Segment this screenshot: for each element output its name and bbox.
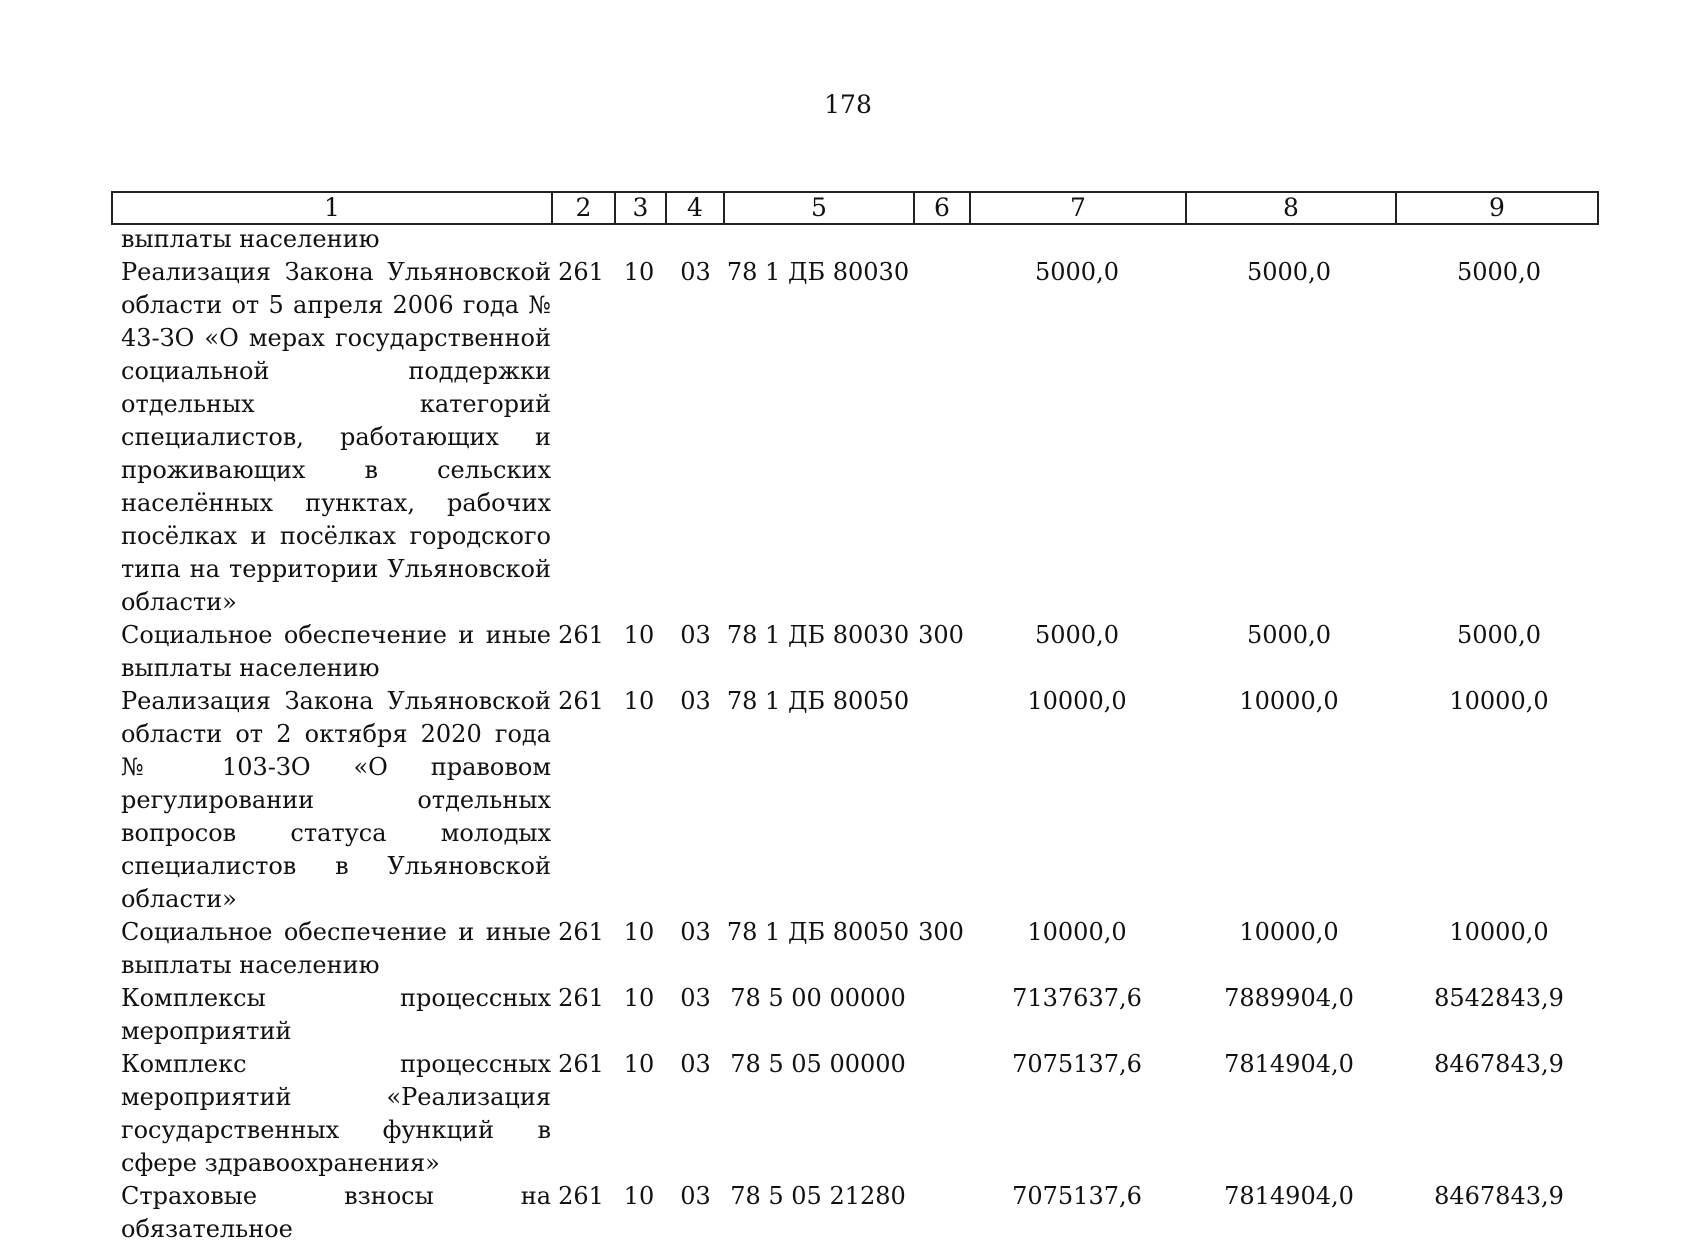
header-row [112,192,1598,224]
header-cell-8: 8 [1186,192,1396,224]
cell-col-5: 78 1 ДБ 80050 [726,687,910,715]
cell-col-8: 7889904,0 [1224,984,1354,1012]
table-body [111,223,1597,1246]
cell-col-7: 10000,0 [1027,918,1127,946]
cell-col-6: 300 [918,918,964,946]
cell-col-9: 5000,0 [1457,258,1541,286]
header-cell-2: 2 [552,192,615,224]
cell-col-8: 7814904,0 [1224,1050,1354,1078]
cell-col-9: 8467843,9 [1434,1182,1564,1210]
cell-col-2: 261 [558,918,604,946]
cell-col-5: 78 5 05 00000 [730,1050,906,1078]
cell-col-9: 5000,0 [1457,621,1541,649]
cell-col-5: 78 5 00 00000 [730,984,906,1012]
cell-col-7: 7137637,6 [1012,984,1142,1012]
cell-col-6: 300 [918,621,964,649]
cell-col-2: 261 [558,687,604,715]
row-name: Реализация Закона Ульяновской области от 5 апреля 2006 года № 43-ЗО «О мерах государственной социальной поддержки отдельных категорий специалистов, работающих и проживающих в сельских населённых пунктах, рабочих посёлках и посёлках городского типа на территории Ульяновской области» [121,258,551,616]
cell-col-9: 10000,0 [1449,687,1549,715]
cell-col-7: 7075137,6 [1012,1050,1142,1078]
cell-col-4: 03 [680,1182,711,1210]
table-row [111,916,1597,982]
cell-col-7: 5000,0 [1035,621,1119,649]
cell-col-8: 7814904,0 [1224,1182,1354,1210]
cell-col-3: 10 [623,984,655,1012]
cell-col-4: 03 [680,258,711,286]
cell-col-8: 10000,0 [1239,687,1339,715]
cell-col-4: 03 [680,621,711,649]
row-name: Социальное обеспечение и иные выплаты населению [121,621,551,682]
cell-col-9: 8467843,9 [1434,1050,1564,1078]
cell-col-3: 10 [623,687,655,715]
cell-col-3: 10 [623,258,655,286]
cell-col-5: 78 1 ДБ 80030 [726,258,910,286]
cell-col-2: 261 [558,1182,604,1210]
table-row [111,982,1597,1048]
cell-col-2: 261 [558,621,604,649]
header-cell-9: 9 [1396,192,1598,224]
cell-col-2: 261 [558,984,604,1012]
row-name: Реализация Закона Ульяновской области от 2 октября 2020 года № 103-ЗО «О правовом регулировании отдельных вопросов статуса молодых специалистов в Ульяновской области» [121,687,551,913]
cell-col-8: 10000,0 [1239,918,1339,946]
cell-col-3: 10 [623,918,655,946]
cell-col-3: 10 [623,1182,655,1210]
continuation-text: выплаты населению [121,225,380,253]
cell-col-5: 78 1 ДБ 80050 [726,918,910,946]
cell-col-3: 10 [623,1050,655,1078]
cell-col-8: 5000,0 [1247,258,1331,286]
cell-col-5: 78 5 05 21280 [730,1182,906,1210]
cell-col-4: 03 [680,918,711,946]
cell-col-5: 78 1 ДБ 80030 [726,621,910,649]
continuation-row [111,223,1597,256]
cell-col-8: 5000,0 [1247,621,1331,649]
cell-col-9: 10000,0 [1449,918,1549,946]
cell-col-7: 5000,0 [1035,258,1119,286]
table-row [111,1048,1597,1180]
header-cell-3: 3 [615,192,666,224]
cell-col-4: 03 [680,687,711,715]
cell-col-7: 10000,0 [1027,687,1127,715]
table-row [111,685,1597,916]
column-header-table [111,191,1599,225]
header-cell-4: 4 [666,192,724,224]
row-name: Комплекс процессных мероприятий «Реализация государственных функций в сфере здравоохранения» [121,1050,551,1177]
table-row [111,619,1597,685]
header-cell-6: 6 [914,192,970,224]
table-row [111,256,1597,619]
cell-col-7: 7075137,6 [1012,1182,1142,1210]
header-cell-1: 1 [112,192,552,224]
cell-col-9: 8542843,9 [1434,984,1564,1012]
row-name: Страховые взносы на обязательное [121,1182,551,1243]
row-name: Комплексы процессных мероприятий [121,984,551,1045]
table-row [111,1180,1597,1246]
cell-col-2: 261 [558,258,604,286]
page-number: 178 [824,90,872,119]
cell-col-4: 03 [680,1050,711,1078]
row-name: Социальное обеспечение и иные выплаты населению [121,918,551,979]
cell-col-4: 03 [680,984,711,1012]
cell-col-3: 10 [623,621,655,649]
cell-col-2: 261 [558,1050,604,1078]
header-cell-7: 7 [970,192,1186,224]
header-cell-5: 5 [724,192,914,224]
